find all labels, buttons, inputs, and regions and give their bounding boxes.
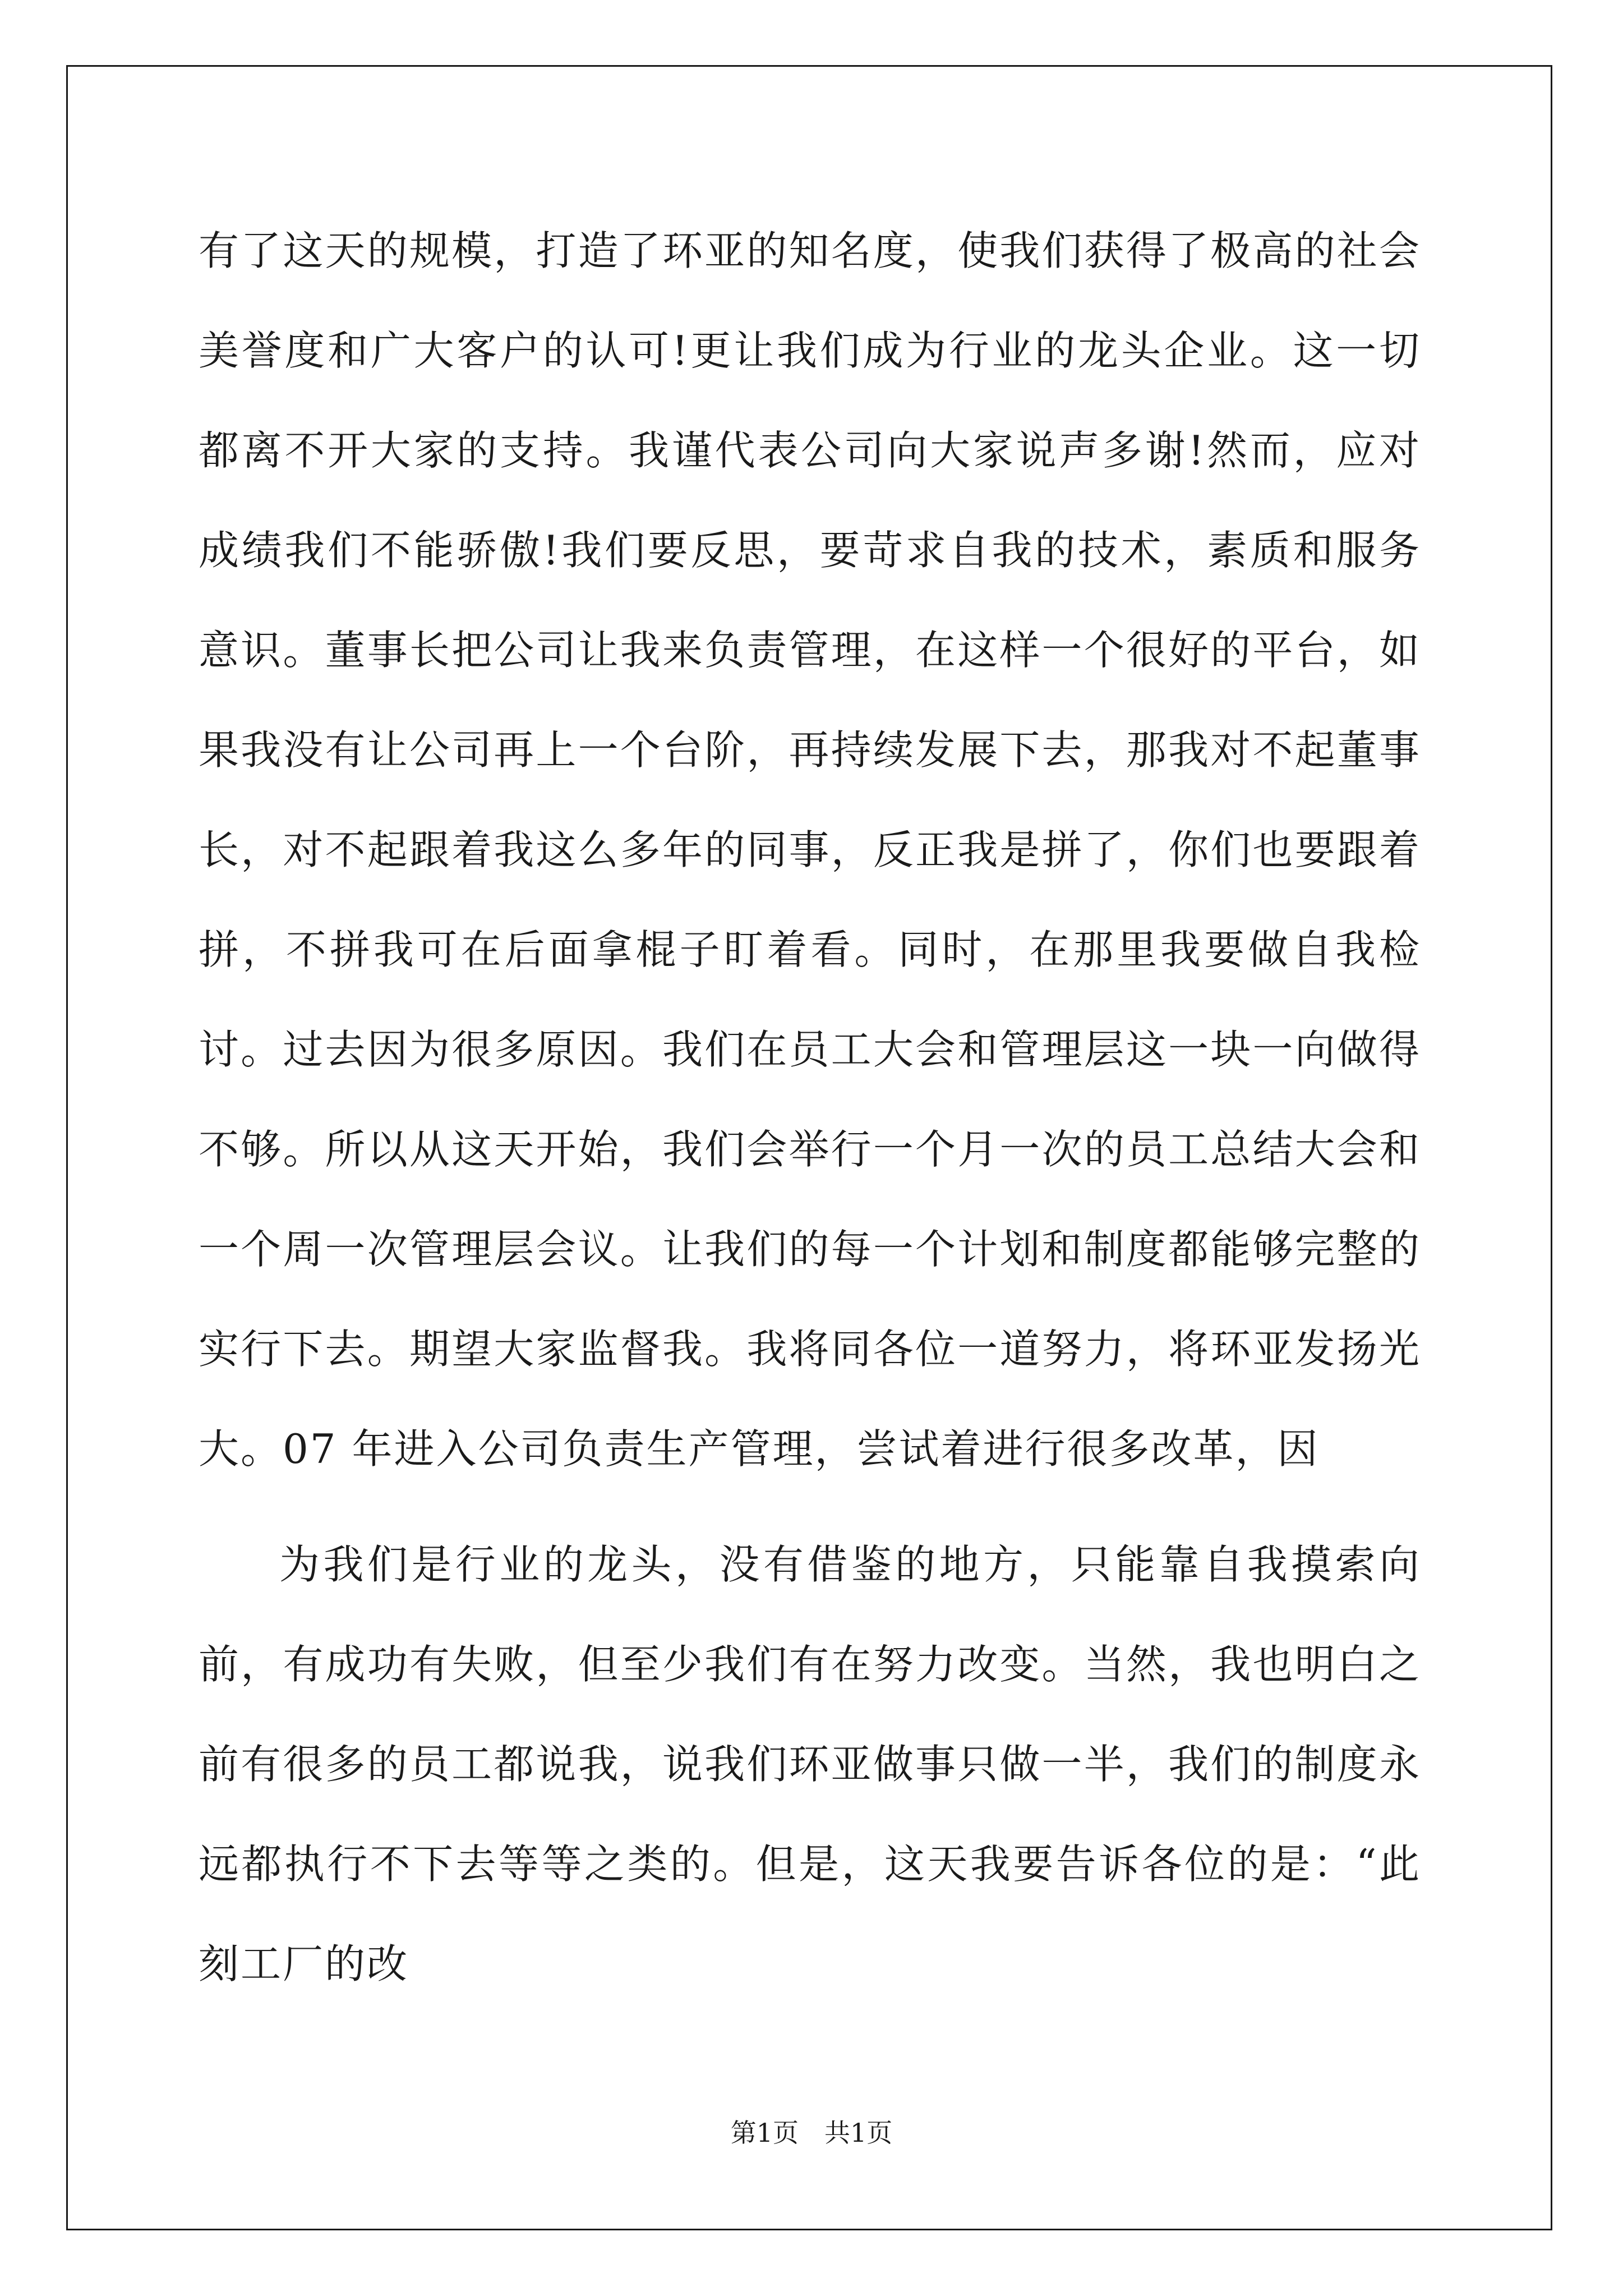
page-total: 共1页	[824, 2118, 893, 2148]
page-footer	[0, 2113, 1623, 2150]
document-body	[199, 201, 1421, 2014]
page-number: 第1页	[730, 2118, 799, 2148]
paragraph-1: 有了这天的规模，打造了环亚的知名度，使我们获得了极高的社会美誉度和广大客户的认可!更让我们成为行业的龙头企业。这一切都离不开大家的支持。我谨代表公司向大家说声多谢!然而，应对成绩我们不能骄傲!我们要反思，要苛求自我的技术，素质和服务意识。董事长把公司让我来负责管理，在这样一个很好的平台，如果我没有让公司再上一个台阶，再持续发展下去，那我对不起董事长，对不起跟着我这么多年的同事，反正我是拼了，你们也要跟着拼，不拼我可在后面拿棍子盯着看。同时，在那里我要做自我检讨。过去因为很多原因。我们在员工大会和管理层这一块一向做得不够。所以从这天开始，我们会举行一个月一次的员工总结大会和一个周一次管理层会议。让我们的每一个计划和制度都能够完整的实行下去。期望大家监督我。我将同各位一道努力，将环亚发扬光大。07 年进入公司负责生产管理，尝试着进行很多改革，因	[199, 227, 1421, 1473]
paragraph-2: 为我们是行业的龙头，没有借鉴的地方，只能靠自我摸索向前，有成功有失败，但至少我们有在努力改变。当然，我也明白之前有很多的员工都说我，说我们环亚做事只做一半，我们的制度永远都执行不下去等等之类的。但是，这天我要告诉各位的是：“此刻工厂的改	[199, 1541, 1421, 1987]
